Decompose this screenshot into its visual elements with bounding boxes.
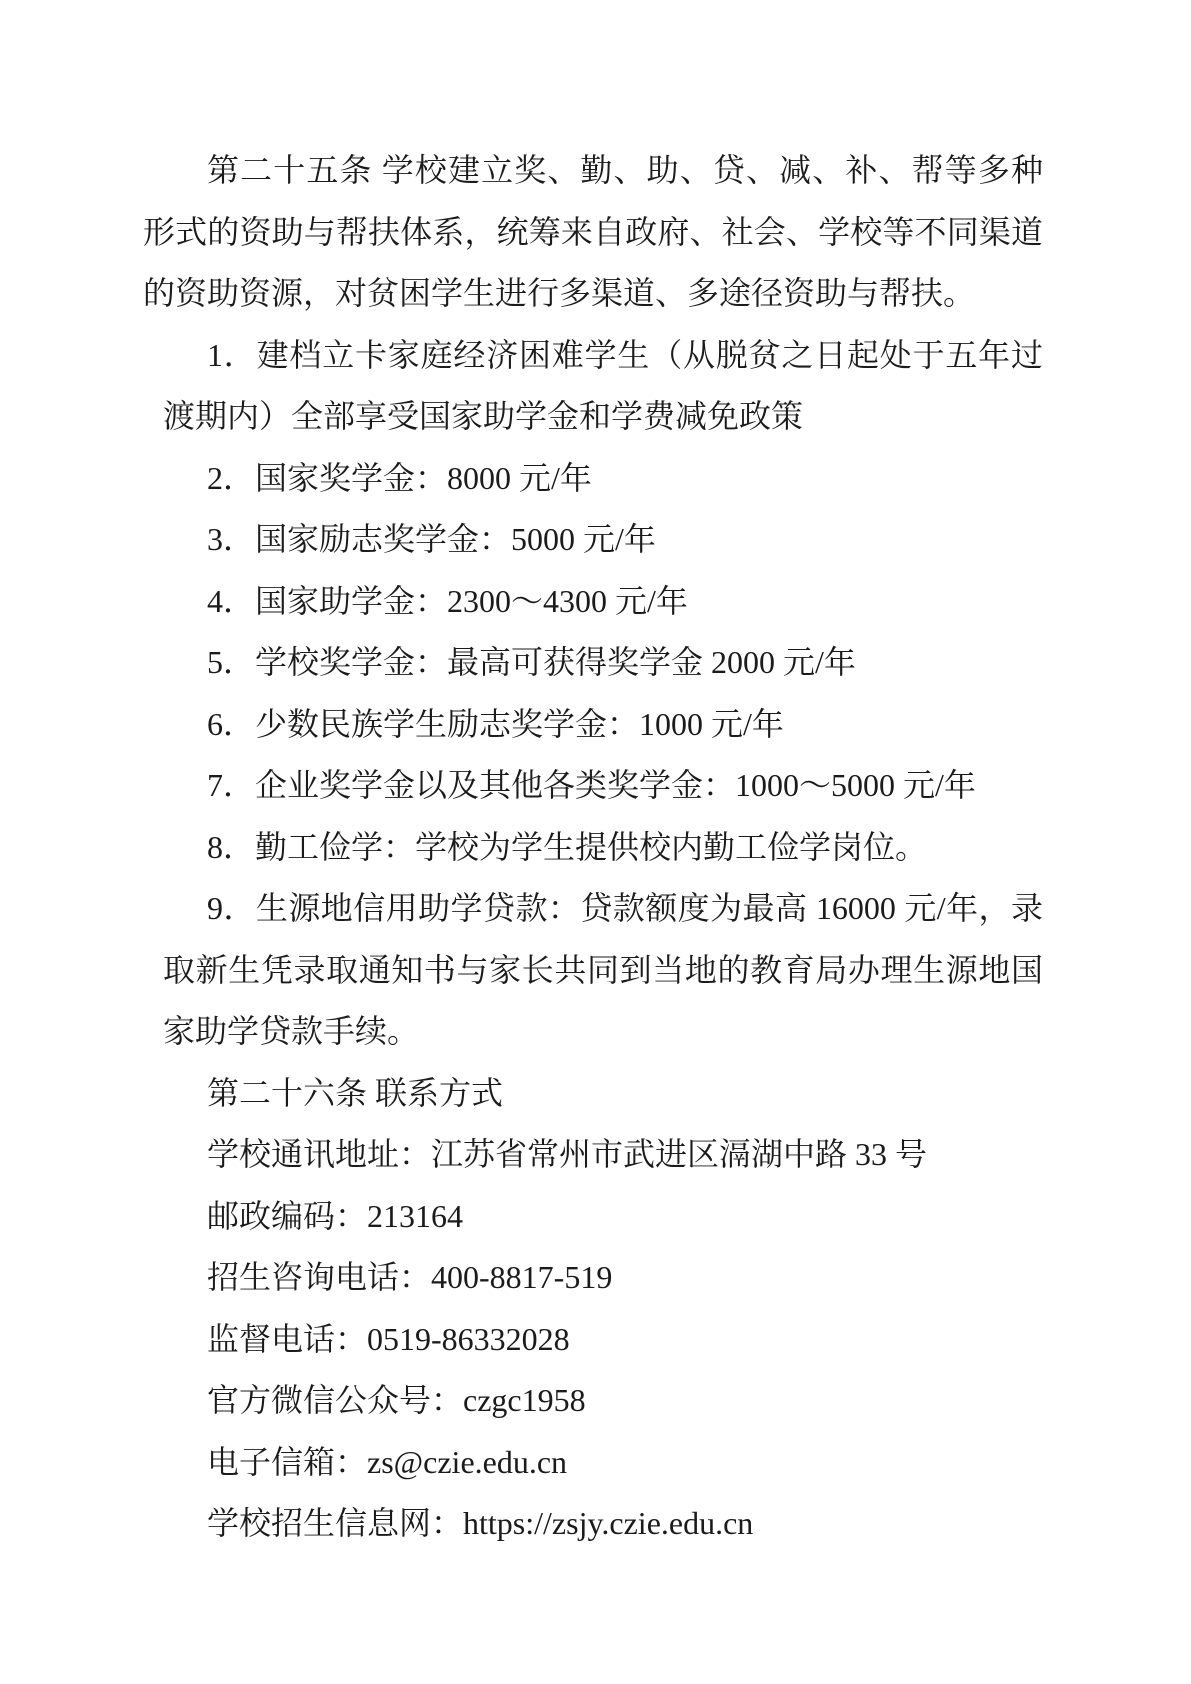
article-25-paragraph: 第二十五条 学校建立奖、勤、助、贷、减、补、帮等多种形式的资助与帮扶体系，统筹来自政府、社会、学校等不同渠道的资助资源，对贫困学生进行多渠道、多途径资助与帮扶。 (143, 152, 1043, 311)
contact-email-value: zs@czie.edu.cn (367, 1443, 568, 1480)
contact-website-line (143, 1493, 1043, 1555)
article-26-heading: 第二十六条 联系方式 (207, 1074, 504, 1111)
contact-postcode-value: 213164 (367, 1197, 464, 1234)
document-content (143, 140, 1043, 1555)
contact-website-label: 学校招生信息网： (207, 1505, 464, 1541)
contact-admissions-phone-value: 400-8817-519 (431, 1259, 613, 1295)
contact-wechat-line (143, 1370, 1043, 1432)
contact-admissions-phone-label: 招生咨询电话： (207, 1259, 432, 1295)
contact-address-label: 学校通讯地址： (207, 1136, 432, 1172)
contact-supervision-phone-label: 监督电话： (207, 1320, 368, 1357)
funding-item-9: 9．生源地信用助学贷款：贷款额度为最高 16000 元/年，录取新生凭录取通知书与家长共同到当地的教育局办理生源地国家助学贷款手续。 (163, 890, 1043, 1049)
contact-admissions-phone-line (143, 1247, 1043, 1309)
contact-postcode-line (143, 1186, 1043, 1248)
funding-item-1: 1．建档立卡家庭经济困难学生（从脱贫之日起处于五年过渡期内）全部享受国家助学金和学费减免政策 (163, 336, 1043, 434)
funding-item-8: 8．勤工俭学：学校为学生提供校内勤工俭学岗位。 (207, 828, 928, 865)
funding-item-7: 7．企业奖学金以及其他各类奖学金：1000～5000 元/年 (207, 767, 976, 803)
funding-item-2: 2．国家奖学金：8000 元/年 (207, 459, 592, 496)
contact-supervision-phone-line (143, 1309, 1043, 1371)
contact-wechat-label: 官方微信公众号： (207, 1382, 464, 1418)
contact-supervision-phone-value: 0519-86332028 (367, 1320, 570, 1357)
funding-item-4: 4．国家助学金：2300～4300 元/年 (207, 582, 688, 619)
funding-item-6: 6．少数民族学生励志奖学金：1000 元/年 (207, 705, 784, 742)
contact-email-label: 电子信箱： (207, 1443, 368, 1480)
funding-item-5: 5．学校奖学金：最高可获得奖学金 2000 元/年 (207, 644, 856, 680)
contact-address-line (143, 1124, 1043, 1186)
contact-address-value: 江苏省常州市武进区滆湖中路 33 号 (431, 1136, 928, 1172)
contact-email-line (143, 1432, 1043, 1494)
contact-postcode-label: 邮政编码： (207, 1197, 368, 1234)
contact-website-value: https://zsjy.czie.edu.cn (463, 1505, 754, 1541)
contact-wechat-value: czgc1958 (463, 1382, 586, 1418)
funding-item-3: 3．国家励志奖学金：5000 元/年 (207, 521, 656, 557)
